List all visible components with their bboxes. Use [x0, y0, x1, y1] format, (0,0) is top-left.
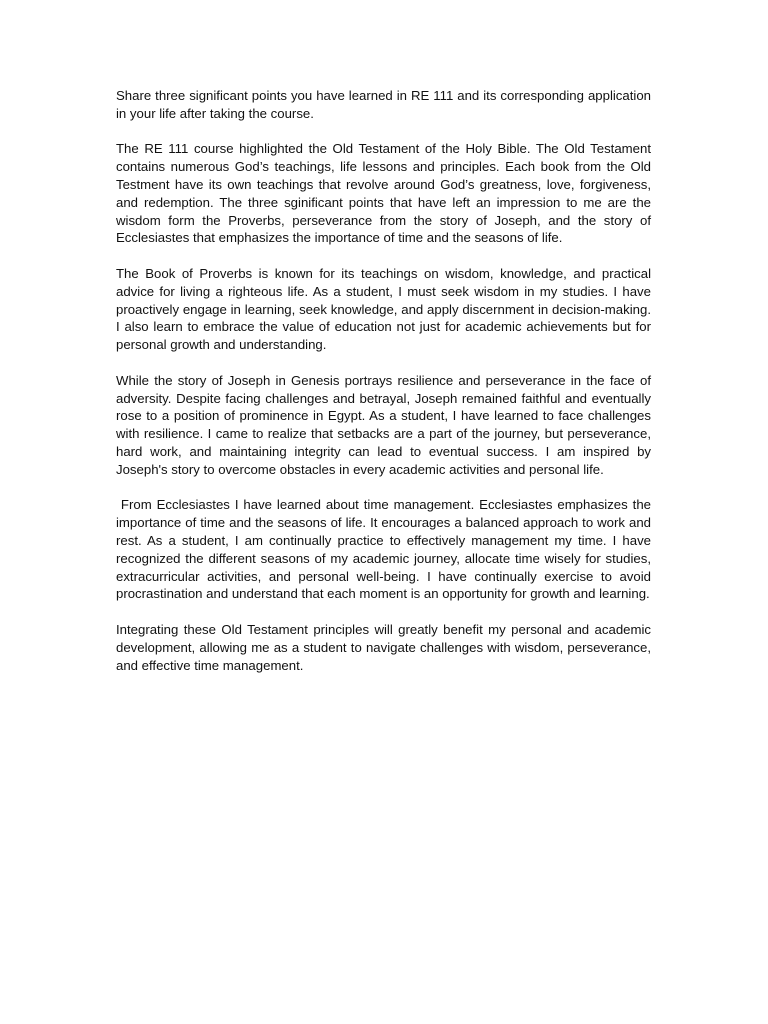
- proverbs-paragraph: The Book of Proverbs is known for its teachings on wisdom, knowledge, and practical advice for living a righteous life. As a student, I must seek wisdom in my studies. I have proactively engage in learning, seek knowledge, and apply discernment in decision-making. I also learn to embrace the value of education not just for academic achievements but for personal growth and understanding.: [116, 265, 651, 353]
- prompt-paragraph: Share three significant points you have learned in RE 111 and its corresponding application in your life after taking the course.: [116, 88, 651, 121]
- ecclesiastes-paragraph: From Ecclesiastes I have learned about time management. Ecclesiastes emphasizes the importance of time and the seasons of life. It encourages a balanced approach to work and rest. As a student, I am continually practice to effectively management my time. I have recognized the different seasons of my academic journey, allocate time wisely for studies, extracurricular activities, and personal well-being. I have continually exercise to avoid procrastination and understand that each moment is an opportunity for growth and learning.: [116, 497, 655, 602]
- document-body: [116, 87, 655, 692]
- joseph-paragraph: While the story of Joseph in Genesis portrays resilience and perseverance in the face of adversity. Despite facing challenges and betrayal, Joseph remained faithful and eventually rose to a position of prominence in Egypt. As a student, I have learned to face challenges with resilience. I came to realize that setbacks are a part of the journey, but perseverance, hard work, and maintaining integrity can lead to eventual success. I am inspired by Joseph's story to overcome obstacles in every academic activities and personal life.: [116, 372, 651, 477]
- conclusion-paragraph: Integrating these Old Testament principles will greatly benefit my personal and academic development, allowing me as a student to navigate challenges with wisdom, perseverance, and effective time management.: [116, 621, 651, 673]
- intro-paragraph: The RE 111 course highlighted the Old Testament of the Holy Bible. The Old Testament contains numerous God’s teachings, life lessons and principles. Each book from the Old Testment have its own teachings that revolve around God’s greatness, love, forgiveness, and redemption. The three sginificant points that have left an impression to me are the wisdom form the Proverbs, perseverance from the story of Joseph, and the story of Ecclesiastes that emphasizes the importance of time and the seasons of life.: [116, 141, 651, 246]
